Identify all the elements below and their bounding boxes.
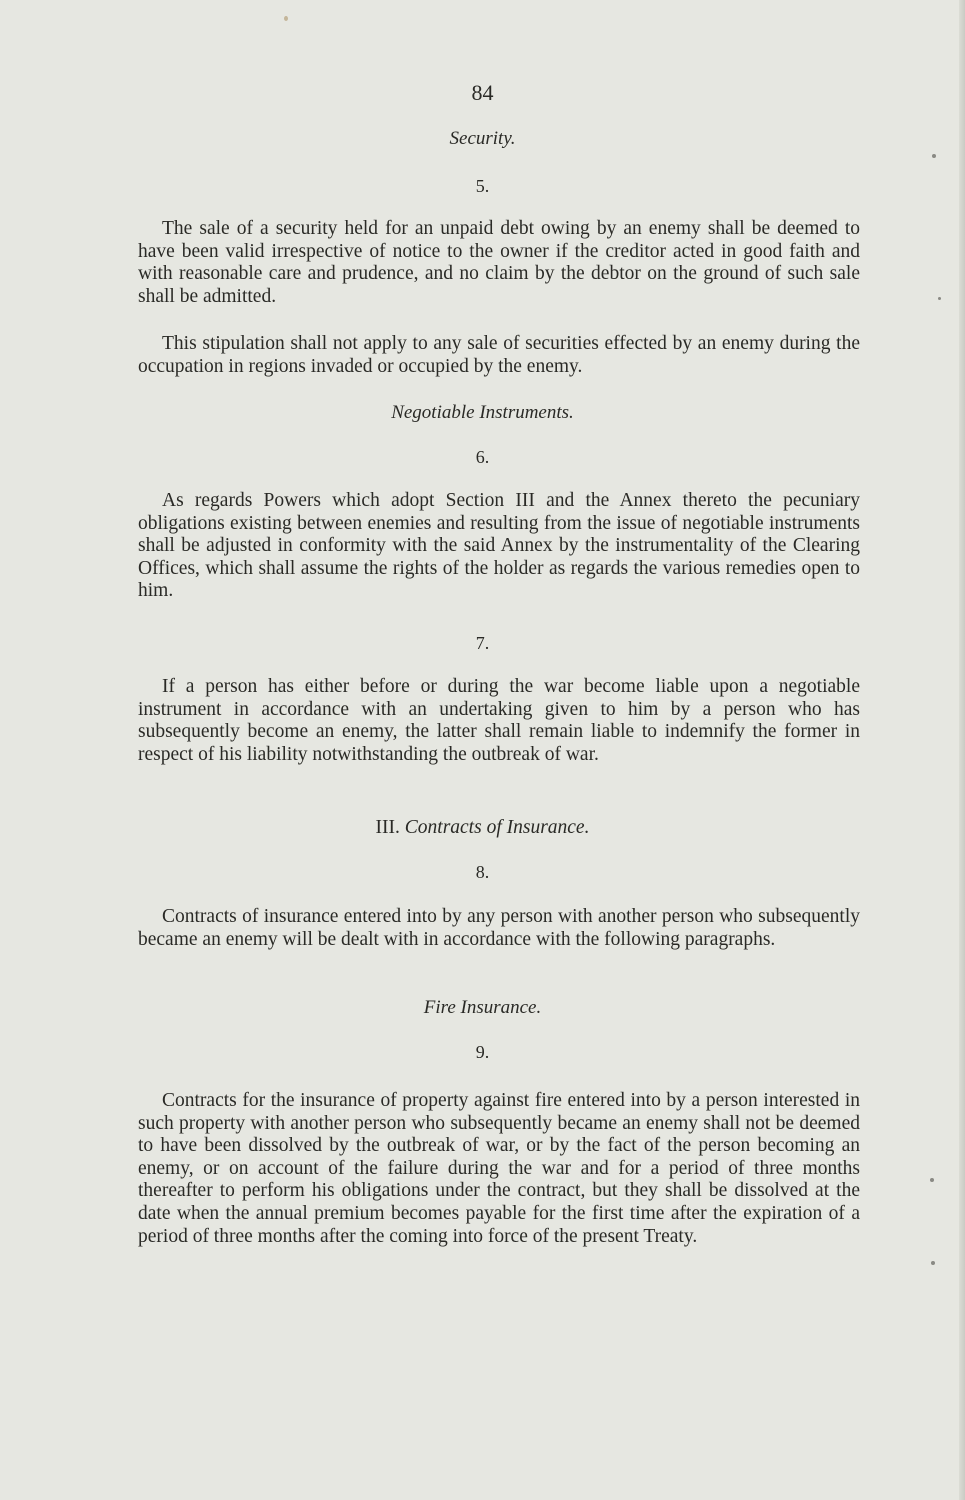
speck [284, 16, 288, 21]
article-number-6: 6. [475, 447, 490, 467]
article-8-paragraph-1: Contracts of insurance entered into by any person with another person who subsequently became an enemy will be dealt with in accordance with the following paragraphs. [138, 906, 860, 950]
part-roman-numeral: III. [375, 817, 400, 838]
page-edge [959, 0, 965, 1500]
article-number-9: 9. [475, 1042, 490, 1062]
speck [938, 297, 941, 300]
speck [931, 1261, 935, 1265]
heading-fire-insurance: Fire Insurance. [423, 997, 542, 1018]
article-5-paragraph-2: This stipulation shall not apply to any sale of securities effected by an enemy during the occupation in regions invaded or occupied by the enemy. [138, 333, 860, 377]
article-number-5: 5. [475, 176, 490, 196]
speck [930, 1178, 934, 1182]
part-title: Contracts of Insurance. [404, 817, 590, 838]
article-number-8: 8. [475, 862, 490, 882]
article-7-paragraph-1: If a person has either before or during the war become liable upon a negotiable instrument in accordance with an undertaking given to him by a person who has subsequently become an enemy, the latter shall remain liable to indemnify the former in respect of his liability notwithstanding the outbreak of war. [138, 676, 860, 765]
article-number-7: 7. [475, 633, 490, 653]
article-6-paragraph-1: As regards Powers which adopt Section III and the Annex thereto the pecuniary obligations existing between enemies and resulting from the issue of negotiable instruments shall be adjusted in conformity with the said Annex by the instrumentality of the Clearing Offices, which shall assume the rights of the holder as regards the various remedies open to him. [138, 490, 860, 602]
heading-negotiable-instruments: Negotiable Instruments. [391, 402, 574, 423]
page-number: 84 [471, 80, 494, 105]
speck [932, 154, 936, 158]
part-heading-insurance [0, 817, 965, 839]
heading-security: Security. [449, 128, 516, 149]
article-9-paragraph-1: Contracts for the insurance of property against fire entered into by a person interested in such property with another person who subsequently became an enemy shall not be deemed to have been dissolved by the outbreak of war, or by the fact of the person becoming an enemy, or on account of the failure during the war and for a period of three months thereafter to perform his obligations under the contract, but they shall be dissolved at the date when the annual premium becomes payable for the first time after the expiration of a period of three months after the coming into force of the present Treaty. [138, 1090, 860, 1247]
article-5-paragraph-1: The sale of a security held for an unpaid debt owing by an enemy shall be deemed to have been valid irrespective of notice to the owner if the creditor acted in good faith and with reasonable care and prudence, and no claim by the debtor on the ground of such sale shall be admitted. [138, 218, 860, 307]
